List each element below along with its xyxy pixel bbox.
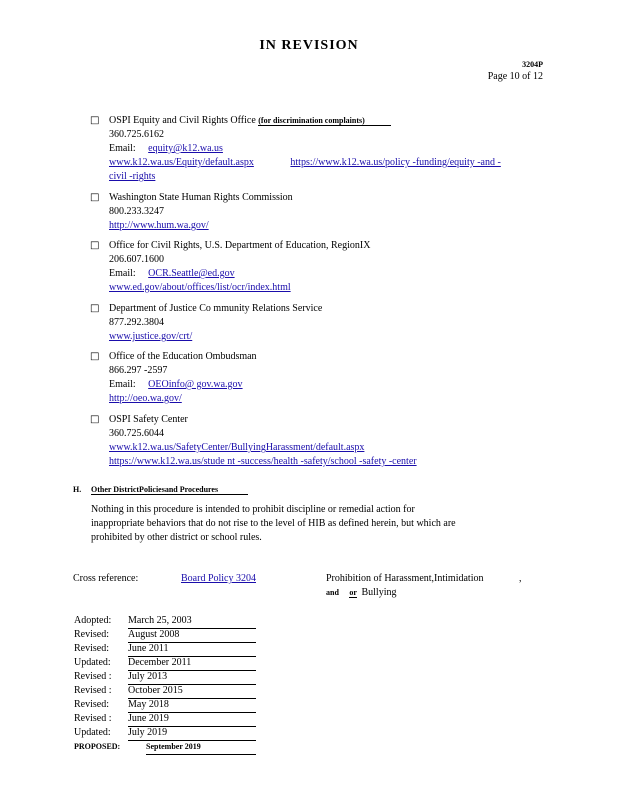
website-link-2-cont[interactable]: civil -rights [109, 171, 156, 182]
email-link[interactable]: OEOinfo@ gov.wa.gov [148, 379, 243, 390]
history-label: PROPOSED: [74, 742, 121, 751]
history-value: June 2019 [128, 712, 256, 727]
resource-email-row [109, 142, 223, 156]
section-body-line-3: prohibited by other district or school rules. [91, 532, 262, 543]
resource-link-row [109, 281, 329, 295]
section-body-line-2: inappropriate behaviors that do not rise to the level of HIB as defined herein, but which are [91, 518, 456, 529]
resource-email-row [109, 267, 257, 281]
policy-number: 3204P [522, 60, 543, 69]
cross-reference-link-wrap [181, 572, 262, 586]
resource-phone: 360.725.6044 [109, 428, 164, 439]
cross-reference-description-2 [326, 586, 396, 600]
cross-reference-description: Prohibition of Harassment,Intimidation [326, 573, 484, 584]
email-link[interactable]: OCR.Seattle@ed.gov [148, 268, 235, 279]
history-value: September 2019 [146, 740, 256, 755]
history-value: December 2011 [128, 656, 256, 671]
resource-name: Office of the Education Ombudsman [109, 351, 257, 362]
history-row [74, 712, 256, 727]
resource-name: OSPI Safety Center [109, 414, 188, 425]
resource-name: Washington State Human Rights Commission [109, 192, 293, 203]
history-label: Revised : [74, 671, 112, 682]
checkbox-bullet-6: □ [90, 414, 100, 425]
checkbox-bullet-5: □ [90, 351, 100, 362]
checkbox-bullet-1: □ [90, 115, 100, 126]
board-policy-link[interactable]: Board Policy 3204 [181, 573, 256, 584]
history-label: Revised: [74, 643, 109, 654]
website-link-2[interactable]: https://www.k12.wa.us/stude nt -success/health -safety/school -safety -center [109, 456, 417, 467]
history-label: Updated: [74, 657, 111, 668]
resource-name-ospi-equity [109, 114, 391, 128]
resource-phone: 877.292.3804 [109, 317, 164, 328]
history-value: July 2013 [128, 670, 256, 685]
history-label: Adopted: [74, 615, 112, 626]
history-value: July 2019 [128, 726, 256, 741]
history-row [74, 656, 256, 671]
section-body-line-1: Nothing in this procedure is intended to prohibit discipline or remedial action for [91, 504, 415, 515]
resource-link-row [109, 330, 208, 344]
history-label: Revised: [74, 699, 109, 710]
email-link[interactable]: equity@k12.wa.us [148, 143, 223, 154]
resource-link-row [109, 392, 196, 406]
website-link[interactable]: www.ed.gov/about/offices/list/ocr/index.html [109, 282, 291, 293]
history-row [74, 642, 256, 657]
and-word: and [326, 588, 339, 597]
history-value: May 2018 [128, 698, 256, 713]
history-row-proposed [74, 740, 256, 755]
history-row [74, 726, 256, 741]
or-word: or [349, 588, 357, 597]
bullying-word: Bullying [361, 587, 397, 598]
history-row [74, 670, 256, 685]
website-link[interactable]: http://www.hum.wa.gov/ [109, 220, 209, 231]
resource-phone: 360.725.6162 [109, 129, 164, 140]
resource-name: Office for Civil Rights, U.S. Department of Education, RegionIX [109, 240, 371, 251]
history-row [74, 628, 256, 643]
history-label: Revised: [74, 629, 109, 640]
history-value: March 25, 2003 [128, 614, 256, 629]
website-link[interactable]: www.k12.wa.us/Equity/default.aspx [109, 157, 254, 168]
email-label: Email: [109, 143, 136, 154]
history-label: Revised : [74, 685, 112, 696]
history-value: October 2015 [128, 684, 256, 699]
resource-phone: 206.607.1600 [109, 254, 164, 265]
website-link[interactable]: http://oeo.wa.gov/ [109, 393, 182, 404]
checkbox-bullet-4: □ [90, 303, 100, 314]
resource-links-row [109, 156, 501, 170]
section-letter: H. [73, 485, 82, 494]
checkbox-bullet-2: □ [90, 192, 100, 203]
resource-phone: 800.233.3247 [109, 206, 164, 217]
resource-note: (for discrimination complaints) [258, 116, 391, 126]
page-number: Page 10 of 12 [487, 71, 543, 82]
history-value: August 2008 [128, 628, 256, 643]
website-link-2[interactable]: https://www.k12.wa.us/policy -funding/equity -and - [290, 157, 501, 168]
website-link[interactable]: www.k12.wa.us/SafetyCenter/BullyingHarassment/default.aspx [109, 442, 365, 453]
email-label: Email: [109, 268, 136, 279]
history-row [74, 684, 256, 699]
cross-reference-comma: , [519, 573, 522, 584]
history-label: Updated: [74, 727, 111, 738]
checkbox-bullet-3: □ [90, 240, 100, 251]
resource-name: OSPI Equity and Civil Rights Office [109, 115, 256, 126]
resource-name: Department of Justice Co mmunity Relations Service [109, 303, 323, 314]
resource-link-row [109, 441, 376, 455]
resource-phone: 866.297 -2597 [109, 365, 168, 376]
email-label: Email: [109, 379, 136, 390]
section-heading: Other DistrictPoliciesand Procedures [91, 485, 248, 495]
cross-reference-label: Cross reference: [73, 573, 139, 584]
history-label: Revised : [74, 713, 112, 724]
resource-email-row [109, 378, 243, 392]
page-title: IN REVISION [259, 38, 359, 53]
website-link[interactable]: www.justice.gov/crt/ [109, 331, 193, 342]
history-row [74, 614, 256, 629]
history-row [74, 698, 256, 713]
history-value: June 2011 [128, 642, 256, 657]
resource-link-row-2 [109, 455, 417, 469]
